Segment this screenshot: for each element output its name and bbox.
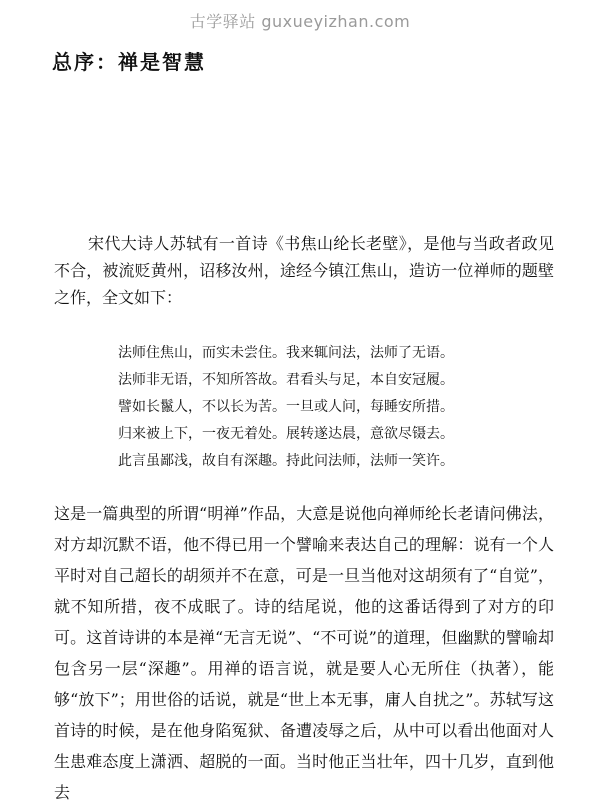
- page-title: 总序：禅是智慧: [52, 50, 206, 74]
- body-paragraph: 这是一篇典型的所谓“明禅”作品，大意是说他向禅师纶长老请问佛法，对方却沉默不语，他不得已用一个譬喻来表达自己的理解：说有一个人平时对自己超长的胡须并不在意，可是一旦当他对这胡须有了“自觉”，就不知所措，夜不成眠了。诗的结尾说，他的这番话得到了对方的印可。这首诗讲的本是禅“无言无说”、“不可说”的道理，但幽默的譬喻却包含另一层“深趣”。用禅的语言说，就是要人心无所住（执著），能够“放下”；用世俗的话说，就是“世上本无事，庸人自扰之”。苏轼写这首诗的时候，是在他身陷冤狱、备遭凌辱之后，从中可以看出他面对人生患难态度上潇洒、超脱的一面。当时他正当壮年，四十几岁，直到他去: [54, 504, 554, 802]
- intro-paragraph: 宋代大诗人苏轼有一首诗《书焦山纶长老壁》，是他与当政者政见不合，被流贬黄州，诏移汝州，途经今镇江焦山，造访一位禅师的题壁之作，全文如下：: [54, 234, 554, 307]
- poem-line: 譬如长鬣人，不以长为苦。一旦或人问，每睡安所措。: [118, 399, 454, 415]
- site-watermark: 古学驿站 guxueyizhan.com: [189, 12, 411, 31]
- poem-line: 法师非无语，不知所答故。君看头与足，本自安冠履。: [118, 372, 454, 388]
- poem-block: [118, 340, 518, 475]
- poem-line: 此言虽鄙浅，故自有深趣。持此问法师，法师一笑许。: [118, 453, 454, 469]
- poem-line: 归来被上下，一夜无着处。展转遂达晨，意欲尽镊去。: [118, 426, 454, 442]
- poem-line: 法师住焦山，而实未尝住。我来辄问法，法师了无语。: [118, 345, 454, 361]
